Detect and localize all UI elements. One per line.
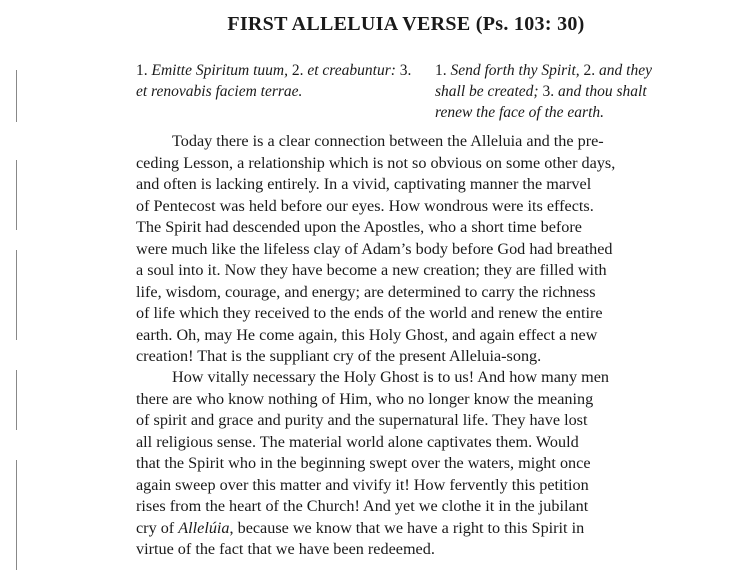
verse-number: 3. [399,62,412,79]
margin-rule [16,460,17,570]
text-line: a soul into it. Now they have become a new creation; they are filled with [136,261,607,279]
commentary-paragraph-1 [136,131,712,368]
verse-text: Send forth thy Spirit, [446,62,584,79]
verse-text: et renovabis faciem terrae. [136,83,303,100]
margin-rule [16,70,17,122]
text-line: of life which they received to the ends of the world and renew the entire [136,304,603,322]
text-run: cry of [136,518,179,537]
text-line: creation! That is the suppliant cry of the present Alleluia-song. [136,347,542,365]
text-line: The Spirit had descended upon the Apostles, who a short time before [136,218,582,236]
text-line: again sweep over this matter and vivify it! How fervently this petition [136,475,589,494]
margin-rule [16,250,17,340]
verse-text: Emitte Spiritum tuum, [147,62,292,79]
text-line: earth. Oh, may He come again, this Holy Ghost, and again effect a new [136,325,598,344]
text-line: life, wisdom, courage, and energy; are determined to carry the richness [136,282,596,301]
verse-text: and thou shalt renew the face of the earth. [435,83,647,121]
text-line [136,518,712,540]
commentary-paragraph-2 [136,367,712,561]
text-line: of spirit and grace and purity and the supernatural life. They have lost [136,411,588,429]
text-line: there are who know nothing of Him, who no longer know the meaning [136,389,594,408]
text-line: Today there is a clear connection between the Alleluia and the pre- [172,132,604,150]
text-line: of Pentecost was held before our eyes. How wondrous were its effects. [136,196,594,215]
verse-number: 2. [291,62,304,79]
text-run: , because we know that we have a right to this Spirit in [229,518,585,537]
latin-verse [136,60,414,102]
text-line: virtue of the fact that we have been redeemed. [136,540,435,558]
text-line: all religious sense. The material world alone captivates them. Would [136,432,579,451]
text-line: ceding Lesson, a relationship which is not so obvious on some other days, [136,153,616,172]
verse-text: and they shall be created; [435,62,652,100]
verse-number: 1. [435,62,447,79]
verse-number: 3. [542,83,555,100]
section-heading: FIRST ALLELUIA VERSE (Ps. 103: 30) [227,13,585,35]
english-verse [435,60,685,123]
margin-rule [16,160,17,230]
alleluia-italic: Allelúia [178,518,230,537]
text-line: rises from the heart of the Church! And yet we clothe it in the jubilant [136,497,589,515]
text-line: How vitally necessary the Holy Ghost is to us! And how many men [172,368,610,386]
margin-rule [16,370,17,430]
text-line: that the Spirit who in the beginning swept over the waters, might once [136,454,591,472]
verse-number: 1. [136,62,148,79]
verse-number: 2. [583,62,596,79]
text-line: and often is lacking entirely. In a vivid, captivating manner the marvel [136,175,592,193]
verse-text: et creabuntur: [303,62,400,79]
text-line: were much like the lifeless clay of Adam’s body before God had breathed [136,239,613,258]
